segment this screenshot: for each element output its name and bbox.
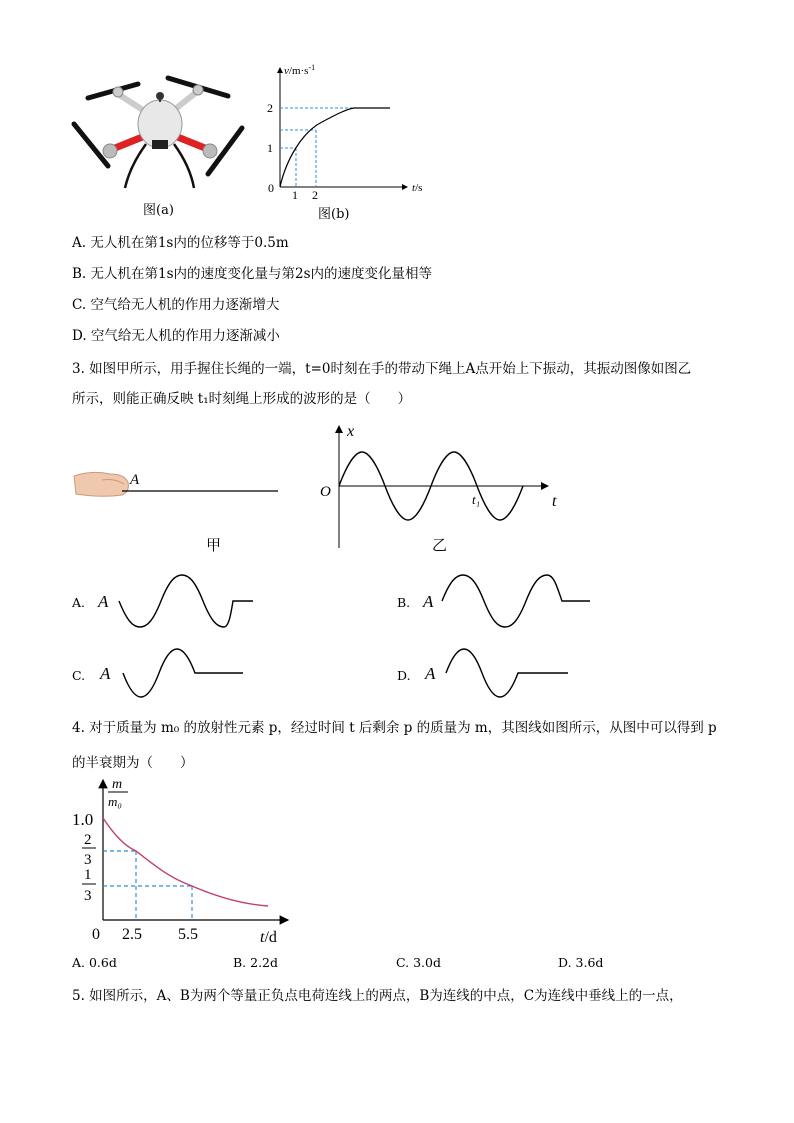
q4-option-a: A. 0.6d xyxy=(72,955,117,970)
q3-stem-line2: 所示，则能正确反映 t₁时刻绳上形成的波形的是（ ） xyxy=(72,391,412,407)
x-tick-2: 2 xyxy=(312,188,318,200)
q3-option-a-wave xyxy=(95,573,260,633)
x-label: t/s xyxy=(412,182,423,194)
q3-stem-line1: 3. 如图甲所示，用手握住长绳的一端，t=0时刻在手的带动下绳上A点开始上下振动，其振动图像如图乙 xyxy=(72,361,692,377)
q4-decay-curve xyxy=(103,818,268,906)
q3-option-c-letter: C. xyxy=(72,668,86,683)
point-a-label: A xyxy=(130,472,140,488)
q3-option-a-point: A xyxy=(98,592,109,611)
q4-option-b: B. 2.2d xyxy=(233,955,279,970)
q4-x-tick-25: 2.5 xyxy=(122,926,142,943)
q4-x-tick-0: 0 xyxy=(92,926,100,943)
x-tick-1: 1 xyxy=(292,188,298,200)
yi-origin-label: O xyxy=(320,484,331,500)
q3-option-c-point: A xyxy=(100,664,111,683)
q2-option-b: B. 无人机在第1s内的速度变化量与第2s内的速度变化量相等 xyxy=(72,266,433,282)
fig-yi-caption: 乙 xyxy=(432,536,448,554)
q4-decay-chart xyxy=(70,774,290,946)
q4-y-tick-1-3-den: 3 xyxy=(84,888,92,904)
q3-option-d-letter: D. xyxy=(397,668,411,683)
yi-t1-label: t₁ xyxy=(472,492,481,507)
q2-option-d: D. 空气给无人机的作用力逐渐减小 xyxy=(72,328,280,344)
q4-y-den: m₀ xyxy=(108,794,122,809)
q3-option-d-wave xyxy=(422,645,572,700)
x-tick-0: 0 xyxy=(268,181,274,195)
q2-option-a: A. 无人机在第1s内的位移等于0.5m xyxy=(72,235,289,251)
fig-b-vt-graph xyxy=(262,60,442,200)
fig-jia-caption: 甲 xyxy=(206,536,222,554)
q3-option-d-point: A xyxy=(425,664,436,683)
q4-x-label: t/d xyxy=(260,929,277,946)
q3-option-c-wave xyxy=(97,645,247,700)
y-tick-2: 2 xyxy=(267,101,273,115)
q4-x-tick-55: 5.5 xyxy=(178,926,198,943)
yi-x-label: x xyxy=(347,423,355,440)
q4-option-c: C. 3.0d xyxy=(396,955,441,970)
q3-option-a-letter: A. xyxy=(72,595,86,610)
drone-photo xyxy=(70,66,250,196)
fig-b-caption: 图(b) xyxy=(318,207,350,222)
y-tick-1: 1 xyxy=(267,141,273,155)
fig-jia xyxy=(72,462,287,507)
q4-y-tick-2-3-den: 3 xyxy=(84,852,92,868)
q4-stem-line2: 的半衰期为（ ） xyxy=(72,755,194,771)
fig-a-caption: 图(a) xyxy=(143,203,174,218)
q2-option-c: C. 空气给无人机的作用力逐渐增大 xyxy=(72,297,280,313)
q4-y-tick-1: 1.0 xyxy=(72,810,94,829)
q3-option-b-letter: B. xyxy=(397,595,411,610)
q4-y-tick-1-3-num: 1 xyxy=(84,867,92,883)
yi-t-label: t xyxy=(552,493,557,510)
hand-icon xyxy=(74,472,128,496)
q4-y-num: m xyxy=(112,777,123,792)
fig-yi xyxy=(312,420,572,552)
y-label: $v/m\cdot s^{-1}$ xyxy=(284,63,316,77)
q3-option-b-wave xyxy=(420,573,595,633)
y-label-text: /m·s xyxy=(288,65,309,77)
q3-option-b-point: A xyxy=(423,592,434,611)
q4-option-d: D. 3.6d xyxy=(558,955,604,970)
q4-y-tick-2-3-num: 2 xyxy=(84,832,92,848)
q5-stem-line1: 5. 如图所示，A、B为两个等量正负点电荷连线上的两点，B为连线的中点，C为连线中垂线上的一点， xyxy=(72,988,683,1004)
q4-stem-line1: 4. 对于质量为 m₀ 的放射性元素 p，经过时间 t 后剩余 p 的质量为 m，其图线如图所示，从图中可以得到 p xyxy=(72,720,717,736)
